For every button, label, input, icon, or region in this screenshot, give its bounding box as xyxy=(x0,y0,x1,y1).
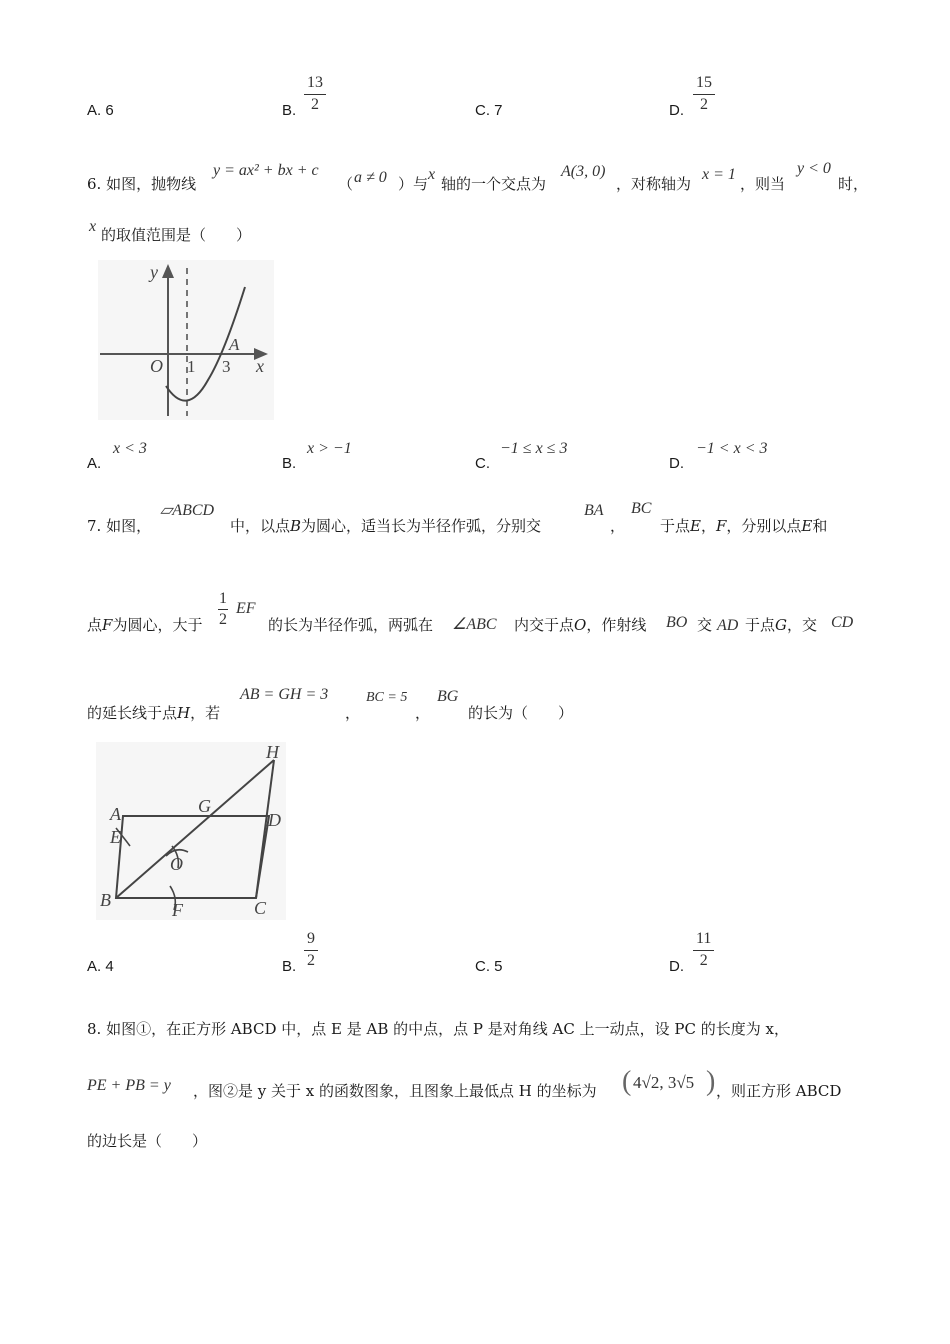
q8-line3: 的边长是（ ） xyxy=(87,1132,208,1150)
q7-option-d-fraction: $\frac{11}{2}$ xyxy=(693,930,714,970)
q7-comma1: ， xyxy=(610,517,626,535)
q5-option-a: A. 6 xyxy=(87,102,114,119)
q7-half-fraction: $\frac{1}{2}$ xyxy=(219,590,227,628)
fig-x-label: x xyxy=(256,356,264,376)
q8-text2: ，图②是 y 关于 x 的函数图象，且图象上最低点 H 的坐标为 xyxy=(193,1082,597,1100)
fig-g-label: G xyxy=(198,796,211,816)
q7-comma3: ， xyxy=(345,704,361,722)
q7-intro: 7. 如图， xyxy=(87,517,152,535)
q6-option-a-expr: x < 3 xyxy=(113,440,147,457)
fig-f-label: F xyxy=(172,900,183,920)
q6-paren-open: （ xyxy=(338,175,354,193)
q6-option-d-label: D. xyxy=(669,455,684,472)
q7-line2f: 交 xyxy=(697,616,713,634)
q7-comma4: ， xyxy=(415,704,431,722)
q8-coordinate: 4√2, 3√5 xyxy=(633,1073,695,1092)
q7-ba: BA xyxy=(584,502,604,519)
fig-y-label: y xyxy=(150,262,158,282)
fig-e-label: E xyxy=(110,827,121,847)
q6-x2: x xyxy=(89,218,97,235)
fig-o-label: O xyxy=(170,854,183,874)
q7-ad: AD xyxy=(717,617,739,634)
fig-point-a-label: A xyxy=(229,335,240,354)
q7-line2c: 的长为半径作弧，两弧在 xyxy=(268,616,434,634)
q7-option-c: C. 5 xyxy=(475,958,503,975)
q6-text3: ）与 xyxy=(398,175,429,193)
q7-bo: BO xyxy=(666,614,688,631)
q6-option-c-expr: −1 ≤ x ≤ 3 xyxy=(500,440,568,457)
q7-line3c: 的长为（ ） xyxy=(468,704,574,722)
q6-option-b-expr: x > −1 xyxy=(307,440,352,457)
q8-line1: 8. 如图①，在正方形 ABCD 中，点 E 是 AB 的中点，点 P 是对角线 AC 上一动点，设 PC 的长度为 x， xyxy=(87,1020,789,1038)
q8-paren-open: ( xyxy=(622,1066,632,1097)
q6-option-d-expr: −1 < x < 3 xyxy=(696,440,768,457)
fig-b-label: B xyxy=(100,890,111,910)
fig-origin-label: O xyxy=(150,356,163,376)
q7-line2g: 于点G，交 xyxy=(745,616,818,634)
parabola-figure xyxy=(98,260,274,420)
fig-a-label: A xyxy=(110,804,121,824)
q7-bc: BC xyxy=(631,500,652,517)
fig-tick-3: 3 xyxy=(222,357,231,376)
q5-option-b-label: B. xyxy=(282,102,297,119)
q6-point-a: A(3, 0) xyxy=(561,163,606,180)
q7-bg: BG xyxy=(437,688,459,705)
q6-option-c-label: C. xyxy=(475,455,490,472)
q6-line2: 的取值范围是（ ） xyxy=(101,226,252,244)
q7-angle: ∠ABC xyxy=(452,616,497,633)
q7-text4: 于点E，F，分别以点E和 xyxy=(660,517,828,535)
q7-text2: 中，以点B为圆心，适当长为半径作弧，分别交 xyxy=(230,517,542,535)
q7-option-d-label: D. xyxy=(669,958,684,975)
parallelogram-figure xyxy=(96,742,286,920)
q7-option-b-fraction: $\frac{9}{2}$ xyxy=(304,930,318,970)
q6-x: x xyxy=(428,166,436,183)
q7-ef: EF xyxy=(236,600,256,617)
q6-text4: 轴的一个交点为 xyxy=(441,175,547,193)
fig-h-label: H xyxy=(266,742,279,762)
q5-option-d-label: D. xyxy=(669,102,684,119)
q7-parallelogram: ▱ABCD xyxy=(160,502,215,519)
q8-equation: PE + PB = y xyxy=(87,1077,171,1094)
q6-option-a-label: A. xyxy=(87,455,102,472)
fig-d-label: D xyxy=(268,810,281,830)
q5-option-d-fraction: $\frac{15}{2}$ xyxy=(693,74,715,114)
q6-option-b-label: B. xyxy=(282,455,297,472)
q7-option-a: A. 4 xyxy=(87,958,114,975)
q8-text3: ，则正方形 ABCD xyxy=(716,1082,842,1100)
q7-line2d: 内交于点O，作射线 xyxy=(514,616,647,634)
q5-option-b-fraction: $\frac{13}{2}$ xyxy=(304,74,326,114)
q7-line2a: 点F为圆心，大于 xyxy=(87,616,203,634)
q6-text7: 时， xyxy=(838,175,869,193)
q7-eq2: BC = 5 xyxy=(366,690,408,705)
q6-line1: 6. 如图，抛物线 xyxy=(87,175,197,193)
q7-eq1: AB = GH = 3 xyxy=(240,686,329,703)
fig-tick-1: 1 xyxy=(187,357,196,376)
q6-text5: ，对称轴为 xyxy=(616,175,692,193)
q6-equation: y = ax² + bx + c xyxy=(213,162,319,179)
q7-option-b-label: B. xyxy=(282,958,297,975)
q5-option-c: C. 7 xyxy=(475,102,503,119)
q6-text6: ，则当 xyxy=(740,175,786,193)
q6-condition2: y < 0 xyxy=(797,160,831,177)
fig-c-label: C xyxy=(254,898,267,918)
q6-axis: x = 1 xyxy=(702,166,736,183)
q7-line3a: 的延长线于点H，若 xyxy=(87,704,221,722)
q8-paren-close: ) xyxy=(706,1066,716,1097)
q6-condition: a ≠ 0 xyxy=(354,169,387,186)
q7-cd: CD xyxy=(831,614,854,631)
